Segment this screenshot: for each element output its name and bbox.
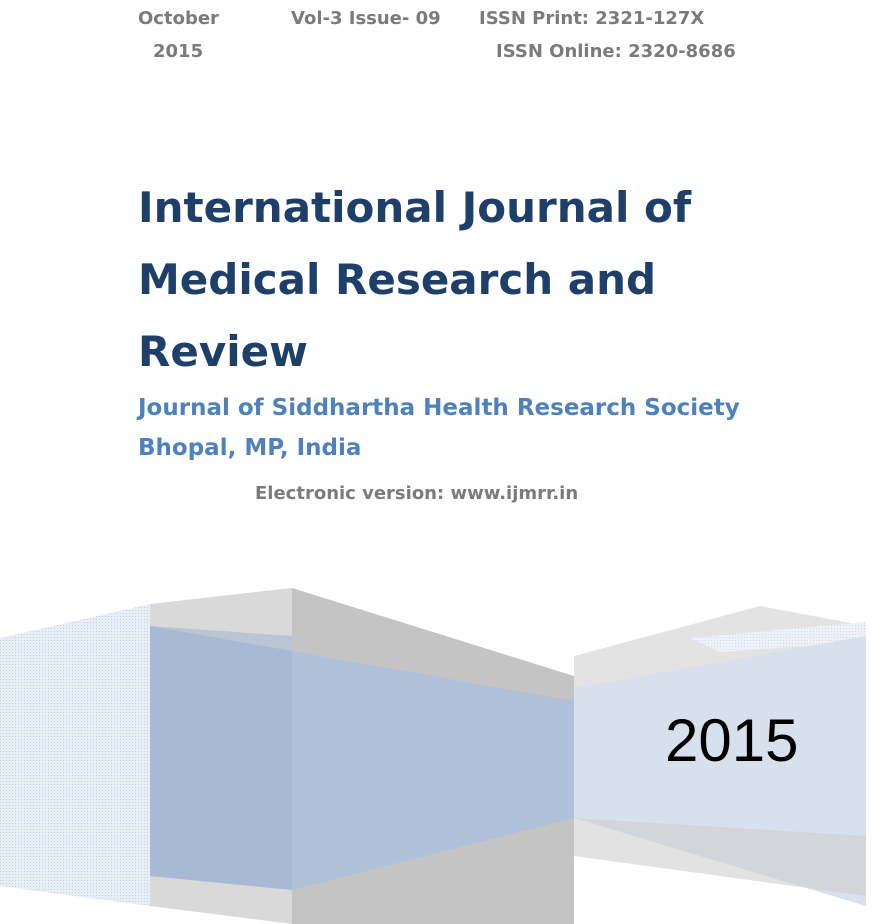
- banner-blue-left: [150, 626, 292, 890]
- journal-title-line-1: International Journal of: [138, 183, 692, 232]
- journal-title-line-3: Review: [138, 327, 308, 376]
- banner-left-band: [0, 604, 150, 906]
- volume-issue: Vol-3 Issue- 09: [291, 8, 441, 29]
- banner-year: 2015: [665, 707, 799, 774]
- journal-title: [138, 172, 778, 388]
- society-location: Bhopal, MP, India: [138, 435, 362, 461]
- issue-year: 2015: [153, 41, 204, 62]
- society-name: Journal of Siddhartha Health Research Society: [138, 395, 740, 421]
- issue-month: October: [138, 8, 219, 29]
- journal-title-line-2: Medical Research and: [138, 255, 657, 304]
- issn-print: ISSN Print: 2321-127X: [479, 8, 705, 29]
- issn-online: ISSN Online: 2320-8686: [496, 41, 736, 62]
- electronic-version: Electronic version: www.ijmrr.in: [255, 483, 579, 504]
- society-info: [138, 388, 740, 468]
